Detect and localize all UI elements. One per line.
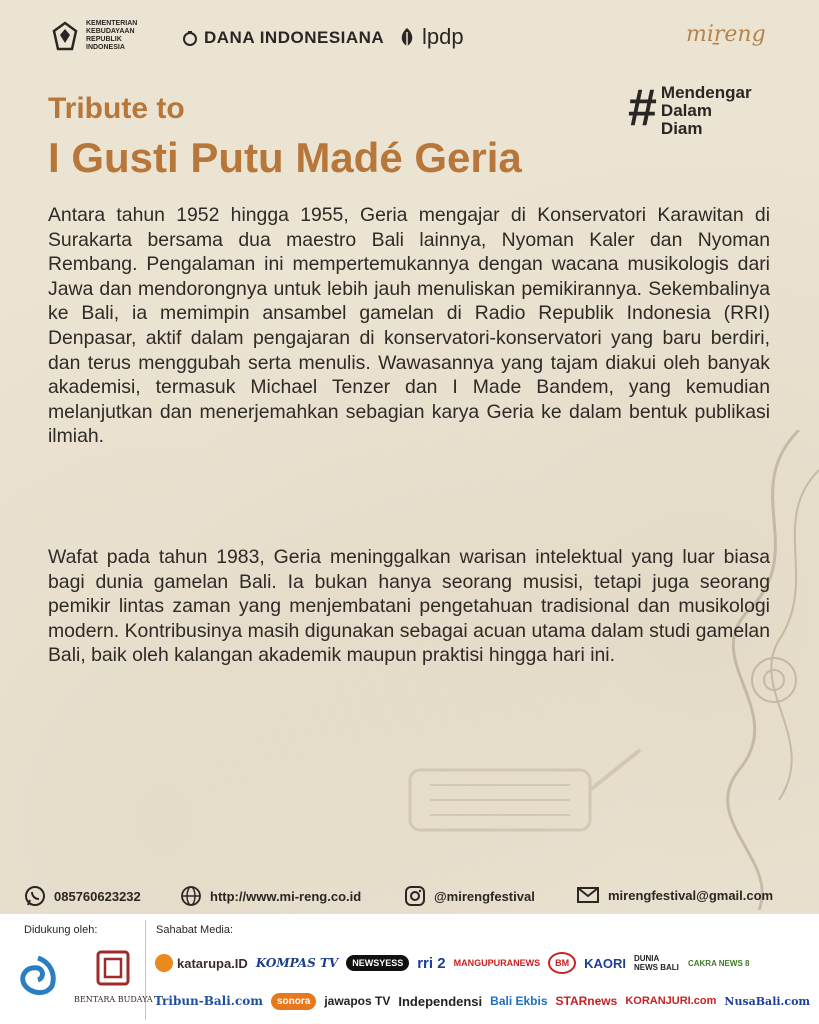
media-logo-nusabali: NusaBali.com bbox=[724, 994, 811, 1008]
media-logo-rri2: rri 2 bbox=[417, 954, 446, 972]
lpdp-leaf-icon bbox=[398, 26, 416, 48]
mireng-logo bbox=[686, 22, 766, 47]
contact-instagram[interactable] bbox=[404, 885, 535, 907]
media-logo-koranjuri: KORANJURI.com bbox=[625, 995, 717, 1007]
bentara-budaya-text: BENTARA BUDAYA bbox=[74, 995, 153, 1004]
media-logo-cakra-news: CAKRA NEWS 8 bbox=[687, 958, 750, 968]
header-logos bbox=[0, 18, 819, 58]
mail-icon bbox=[576, 885, 600, 905]
phone-text: 085760623232 bbox=[54, 888, 141, 904]
media-logo-bm: BM bbox=[548, 952, 576, 974]
supporting-logos bbox=[14, 950, 153, 1020]
hashtag-line-1: Mendengar bbox=[660, 83, 752, 102]
title-tribute: Tribute to bbox=[48, 92, 185, 125]
sponsor-bar bbox=[0, 914, 819, 1024]
whatsapp-icon bbox=[24, 885, 46, 907]
contact-row bbox=[0, 885, 819, 913]
title-name: I Gusti Putu Madé Geria bbox=[48, 134, 522, 181]
media-logo-bali-ekbis: Bali Ekbis bbox=[490, 994, 548, 1008]
lpdp-text: lpdp bbox=[422, 24, 464, 49]
lpdp-logo bbox=[398, 24, 464, 50]
media-partners-grid bbox=[154, 942, 814, 1022]
media-logo-sonora: sonora bbox=[271, 993, 316, 1010]
instagram-text: @mirengfestival bbox=[434, 888, 535, 904]
hashtag-block bbox=[628, 79, 752, 138]
hashtag-line-2: Dalam bbox=[660, 101, 712, 120]
media-row-1 bbox=[154, 946, 814, 980]
media-logo-independensi: Independensi bbox=[398, 993, 483, 1009]
mireng-text: miṟeng bbox=[686, 22, 766, 47]
kemdikbud-emblem-icon bbox=[50, 21, 80, 51]
bentara-budaya-icon bbox=[96, 950, 130, 986]
contact-website[interactable] bbox=[180, 885, 361, 907]
media-logo-mangupuranews: MANGUPURANEWS bbox=[453, 958, 541, 968]
dana-indonesiana-icon bbox=[182, 30, 198, 46]
kompas-gramedia-logo-icon bbox=[18, 956, 58, 996]
contact-email[interactable] bbox=[576, 885, 773, 905]
media-logo-jawapos-tv: jawapos TV bbox=[324, 994, 391, 1008]
dana-indonesiana-logo bbox=[182, 28, 384, 48]
supported-by-label: Didukung oleh: bbox=[24, 924, 98, 936]
email-text: mirengfestival@gmail.com bbox=[608, 887, 774, 903]
dana-indonesiana-text: DANA INDONESIANA bbox=[204, 28, 385, 47]
kemdikbud-text: KEMENTERIAN KEBUDAYAAN REPUBLIK INDONESIA bbox=[86, 20, 138, 51]
media-logo-dunia-news-bali: DUNIA NEWS BALI bbox=[633, 954, 679, 972]
media-logo-kompastv: KOMPAS TV bbox=[255, 956, 339, 970]
body-paragraph-1: Antara tahun 1952 hingga 1955, Geria mengajar di Konservatori Karawitan di Surakarta bersama dua maestro Bali lainnya, Nyoman Kaler dan Nyoman Rembang. Pengalaman ini mempertemukannya dengan wacana musikologis dari Jawa dan mendorongnya untuk lebih jauh menuliskan pemikirannya. Sekembalinya ke Bali, ia memimpin ansambel gamelan di Radio Republik Indonesia (RRI) Denpasar, aktif dalam pengajaran di konservatori-konservatori yang baru berdiri, dan terus menggubah serta menulis. Wawasannya yang tajam diakui oleh banyak akademisi, termasuk Michael Tenzer dan I Made Bandem, yang kemudian melanjutkan dan menerjemahkan sebagian karya Geria ke dalam bentuk publikasi ilmiah. bbox=[48, 204, 770, 448]
media-logo-newsyess: NEWSYESS bbox=[346, 955, 409, 971]
media-logo-starnews: STARnews bbox=[555, 994, 618, 1008]
globe-icon bbox=[180, 885, 202, 907]
decorative-ornament bbox=[679, 430, 819, 910]
media-row-2 bbox=[154, 984, 814, 1018]
media-logo-kaori: KAORI bbox=[584, 955, 626, 971]
katarupa-icon bbox=[154, 953, 174, 973]
hashtag-line-3: Diam bbox=[660, 119, 703, 138]
gamelan-watermark bbox=[390, 730, 650, 880]
hashtag-symbol: # bbox=[628, 79, 657, 137]
body-paragraph-2: Wafat pada tahun 1983, Geria meninggalkan warisan intelektual yang luar biasa bagi dunia gamelan Bali. Ia bukan hanya seorang musisi, tetapi juga seorang pemikir lintas zaman yang menjembatani pengetahuan tradisional dan musikologi modern. Kontribusinya masih digunakan sebagai acuan utama dalam studi gamelan Bali, baik oleh kalangan akademik maupun praktisi hingga hari ini. bbox=[48, 546, 770, 667]
website-text: http://www.mi-reng.co.id bbox=[210, 888, 362, 904]
bentara-budaya-logo bbox=[74, 950, 153, 1004]
contact-phone[interactable] bbox=[24, 885, 141, 907]
media-partners-label: Sahabat Media: bbox=[156, 924, 234, 936]
kemdikbud-logo bbox=[50, 20, 166, 52]
hashtag-words bbox=[661, 82, 752, 138]
media-logo-katarupa: katarupa.ID bbox=[154, 953, 248, 973]
instagram-icon bbox=[404, 885, 426, 907]
media-logo-tribun-bali: Tribun-Bali.com bbox=[154, 994, 263, 1008]
